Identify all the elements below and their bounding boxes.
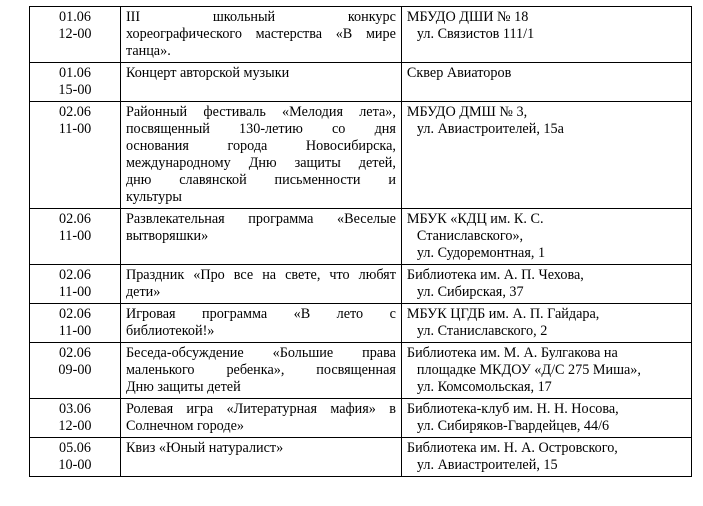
date-cell [30,265,121,304]
table-row [30,63,692,102]
event-title-line: Районный фестиваль «Мелодия лета», [125,104,396,120]
event-cell [120,399,401,438]
event-time: 11-00 [58,228,92,244]
venue-line: ул. Авиастроителей, 15 [416,457,558,473]
event-title-line: Солнечном городе» [125,418,244,434]
event-title-line: культуры [125,189,182,205]
event-title-line: международному Дню защиты детей, [125,155,396,171]
venue-line: ул. Станиславского, 2 [416,323,548,339]
event-title-line: хореографического мастерства «В мире [125,26,396,42]
venue-line: ул. Авиастроителей, 15а [416,121,564,137]
event-title-line: Праздник «Про все на свете, что любят [125,267,396,283]
event-title-line: танца». [125,43,171,59]
venue-line: МБУДО ДШИ № 18 [406,9,529,25]
venue-line: Сквер Авиаторов [406,65,512,81]
table-row [30,304,692,343]
event-title-line: Концерт авторской музыки [125,65,290,81]
event-time: 11-00 [58,284,92,300]
event-title-line: библиотекой!» [125,323,215,339]
event-title-line: Ролевая игра «Литературная мафия» в [125,401,396,417]
venue-line: ул. Комсомольская, 17 [416,379,552,395]
table-row [30,399,692,438]
event-cell [120,438,401,477]
venue-line: Библиотека-клуб им. Н. Н. Носова, [406,401,619,417]
event-cell [120,63,401,102]
date-cell [30,7,121,63]
event-time: 10-00 [58,457,92,473]
date-cell [30,304,121,343]
venue-cell [401,63,691,102]
date-cell [30,399,121,438]
venue-cell [401,102,691,209]
table-row [30,7,692,63]
event-date: 02.06 [59,104,91,120]
event-date: 03.06 [59,401,91,417]
event-cell [120,102,401,209]
events-schedule-table [29,6,692,477]
event-cell [120,265,401,304]
table-row [30,209,692,265]
event-title-line: Дню защиты детей [125,379,241,395]
table-row [30,265,692,304]
event-title-line: дню славянской письменности и [125,172,396,188]
venue-cell [401,304,691,343]
event-date: 01.06 [59,9,91,25]
venue-cell [401,343,691,399]
venue-line: ул. Связистов 111/1 [416,26,535,42]
venue-line: МБУК ЦГДБ им. А. П. Гайдара, [406,306,600,322]
venue-line: ул. Сибирская, 37 [416,284,524,300]
event-date: 02.06 [59,211,91,227]
event-time: 12-00 [58,418,92,434]
event-date: 02.06 [59,345,91,361]
event-cell [120,209,401,265]
event-time: 11-00 [58,121,92,137]
event-time: 15-00 [58,82,92,98]
event-title-line: Игровая программа «В лето с [125,306,396,322]
date-cell [30,209,121,265]
venue-line: Станиславского», [416,228,524,244]
event-title-line: основания города Новосибирска, [125,138,396,154]
date-cell [30,102,121,209]
event-title-line: Квиз «Юный натуралист» [125,440,284,456]
venue-line: МБУДО ДМШ № 3, [406,104,528,120]
venue-cell [401,265,691,304]
event-time: 09-00 [58,362,92,378]
venue-line: Библиотека им. М. А. Булгакова на [406,345,618,361]
date-cell [30,343,121,399]
event-title-line: вытворяшки» [125,228,209,244]
venue-cell [401,399,691,438]
venue-line: Библиотека им. А. П. Чехова, [406,267,584,283]
venue-cell [401,209,691,265]
event-date: 02.06 [59,267,91,283]
table-row [30,438,692,477]
table-row [30,102,692,209]
venue-line: МБУК «КДЦ им. К. С. [406,211,544,227]
event-title-line: Беседа-обсуждение «Большие права [125,345,396,361]
venue-line: Библиотека им. Н. А. Островского, [406,440,618,456]
date-cell [30,63,121,102]
event-date: 05.06 [59,440,91,456]
venue-cell [401,7,691,63]
event-date: 02.06 [59,306,91,322]
venue-line: ул. Сибиряков-Гвардейцев, 44/6 [416,418,610,434]
date-cell [30,438,121,477]
event-time: 11-00 [58,323,92,339]
event-date: 01.06 [59,65,91,81]
event-time: 12-00 [58,26,92,42]
venue-cell [401,438,691,477]
event-title-line: Развлекательная программа «Веселые [125,211,396,227]
schedule-body [30,7,692,477]
table-row [30,343,692,399]
event-title-line: маленького ребенка», посвященная [125,362,396,378]
event-cell [120,7,401,63]
event-title-line: дети» [125,284,161,300]
venue-line: ул. Судоремонтная, 1 [416,245,546,261]
venue-line: площадке МКДОУ «Д/С 275 Миша», [416,362,641,378]
event-title-line: III школьный конкурс [125,9,396,25]
event-cell [120,343,401,399]
event-title-line: посвященный 130-летию со дня [125,121,396,137]
event-cell [120,304,401,343]
